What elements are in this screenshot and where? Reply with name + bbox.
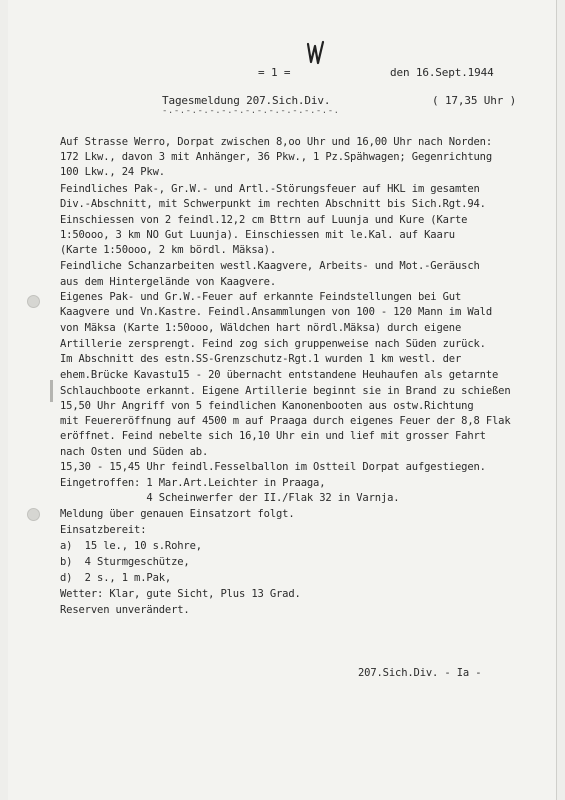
report-line: Meldung über genauen Einsatzort folgt. bbox=[60, 508, 295, 520]
handwritten-mark bbox=[305, 40, 327, 66]
report-time: ( 17,35 Uhr ) bbox=[432, 94, 517, 107]
report-line: Im Abschnitt des estn.SS-Grenzschutz-Rgt.1 wurden 1 km westl. der bbox=[60, 353, 462, 365]
report-line: 15,30 - 15,45 Uhr feindl.Fesselballon im Ostteil Dorpat aufgestiegen. bbox=[60, 461, 486, 473]
signature-line: 207.Sich.Div. - Ia - bbox=[358, 667, 482, 679]
report-line: d) 2 s., 1 m.Pak, bbox=[60, 572, 172, 584]
report-line: nach Osten und Süden ab. bbox=[60, 446, 209, 458]
report-line: Kaagvere und Vn.Kastre. Feindl.Ansammlungen von 100 - 120 Mann im Wald bbox=[60, 306, 493, 318]
report-line: Eingetroffen: 1 Mar.Art.Leichter in Praaga, bbox=[60, 477, 326, 489]
report-line: Auf Strasse Werro, Dorpat zwischen 8,oo Uhr und 16,00 Uhr nach Norden: bbox=[60, 136, 493, 148]
title-underline: -.-.-.-.-.-.-.-.-.-.-.-.-.-.-. bbox=[162, 106, 340, 116]
punch-hole bbox=[27, 295, 40, 308]
report-line: Reserven unverändert. bbox=[60, 604, 190, 616]
report-line: Artillerie zersprengt. Feind zog sich gruppenweise nach Süden zurück. bbox=[60, 338, 486, 350]
document-date: den 16.Sept.1944 bbox=[390, 66, 494, 79]
report-line: Wetter: Klar, gute Sicht, Plus 13 Grad. bbox=[60, 588, 301, 600]
report-line: (Karte 1:50ooo, 2 km bördl. Mäksa). bbox=[60, 244, 277, 256]
report-line: Einschiessen von 2 feindl.12,2 cm Bttrn auf Luunja und Kure (Karte bbox=[60, 214, 468, 226]
report-line: 4 Scheinwerfer der II./Flak 32 in Varnja. bbox=[60, 492, 400, 504]
report-line: Div.-Abschnitt, mit Schwerpunkt im rechten Abschnitt bis Sich.Rgt.94. bbox=[60, 198, 486, 210]
report-line: Feindliches Pak-, Gr.W.- und Artl.-Störungsfeuer auf HKL im gesamten bbox=[60, 183, 480, 195]
document-title: Tagesmeldung 207.Sich.Div. bbox=[162, 94, 331, 107]
report-line: 172 Lkw., davon 3 mit Anhänger, 36 Pkw., 1 Pz.Spähwagen; Gegenrichtung bbox=[60, 151, 493, 163]
margin-mark bbox=[50, 380, 53, 402]
report-line: Schlauchboote erkannt. Eigene Artillerie beginnt sie in Brand zu schießen bbox=[60, 385, 511, 397]
report-line: mit Feuereröffnung auf 4500 m auf Praaga durch eigenes Feuer der 8,8 Flak bbox=[60, 415, 511, 427]
report-line: Eigenes Pak- und Gr.W.-Feuer auf erkannte Feindstellungen bei Gut bbox=[60, 291, 462, 303]
report-line: 100 Lkw., 24 Pkw. bbox=[60, 166, 165, 178]
report-line: 1:50ooo, 3 km NO Gut Luunja). Einschiessen mit le.Kal. auf Kaaru bbox=[60, 229, 455, 241]
report-line: Feindliche Schanzarbeiten westl.Kaagvere, Arbeits- und Mot.-Geräusch bbox=[60, 260, 480, 272]
report-line: a) 15 le., 10 s.Rohre, bbox=[60, 540, 202, 552]
punch-hole bbox=[27, 508, 40, 521]
report-line: aus dem Hintergelände von Kaagvere. bbox=[60, 276, 277, 288]
report-line: von Mäksa (Karte 1:50ooo, Wäldchen hart nördl.Mäksa) durch eigene bbox=[60, 322, 462, 334]
report-line: eröffnet. Feind nebelte sich 16,10 Uhr ein und lief mit grosser Fahrt bbox=[60, 430, 486, 442]
report-line: Einsatzbereit: bbox=[60, 524, 147, 536]
report-line: ehem.Brücke Kavastu15 - 20 übernacht entstandene Heuhaufen als getarnte bbox=[60, 369, 499, 381]
page-number: = 1 = bbox=[258, 66, 291, 79]
report-line: b) 4 Sturmgeschütze, bbox=[60, 556, 190, 568]
report-line: 15,50 Uhr Angriff von 5 feindlichen Kanonenbooten aus ostw.Richtung bbox=[60, 400, 474, 412]
